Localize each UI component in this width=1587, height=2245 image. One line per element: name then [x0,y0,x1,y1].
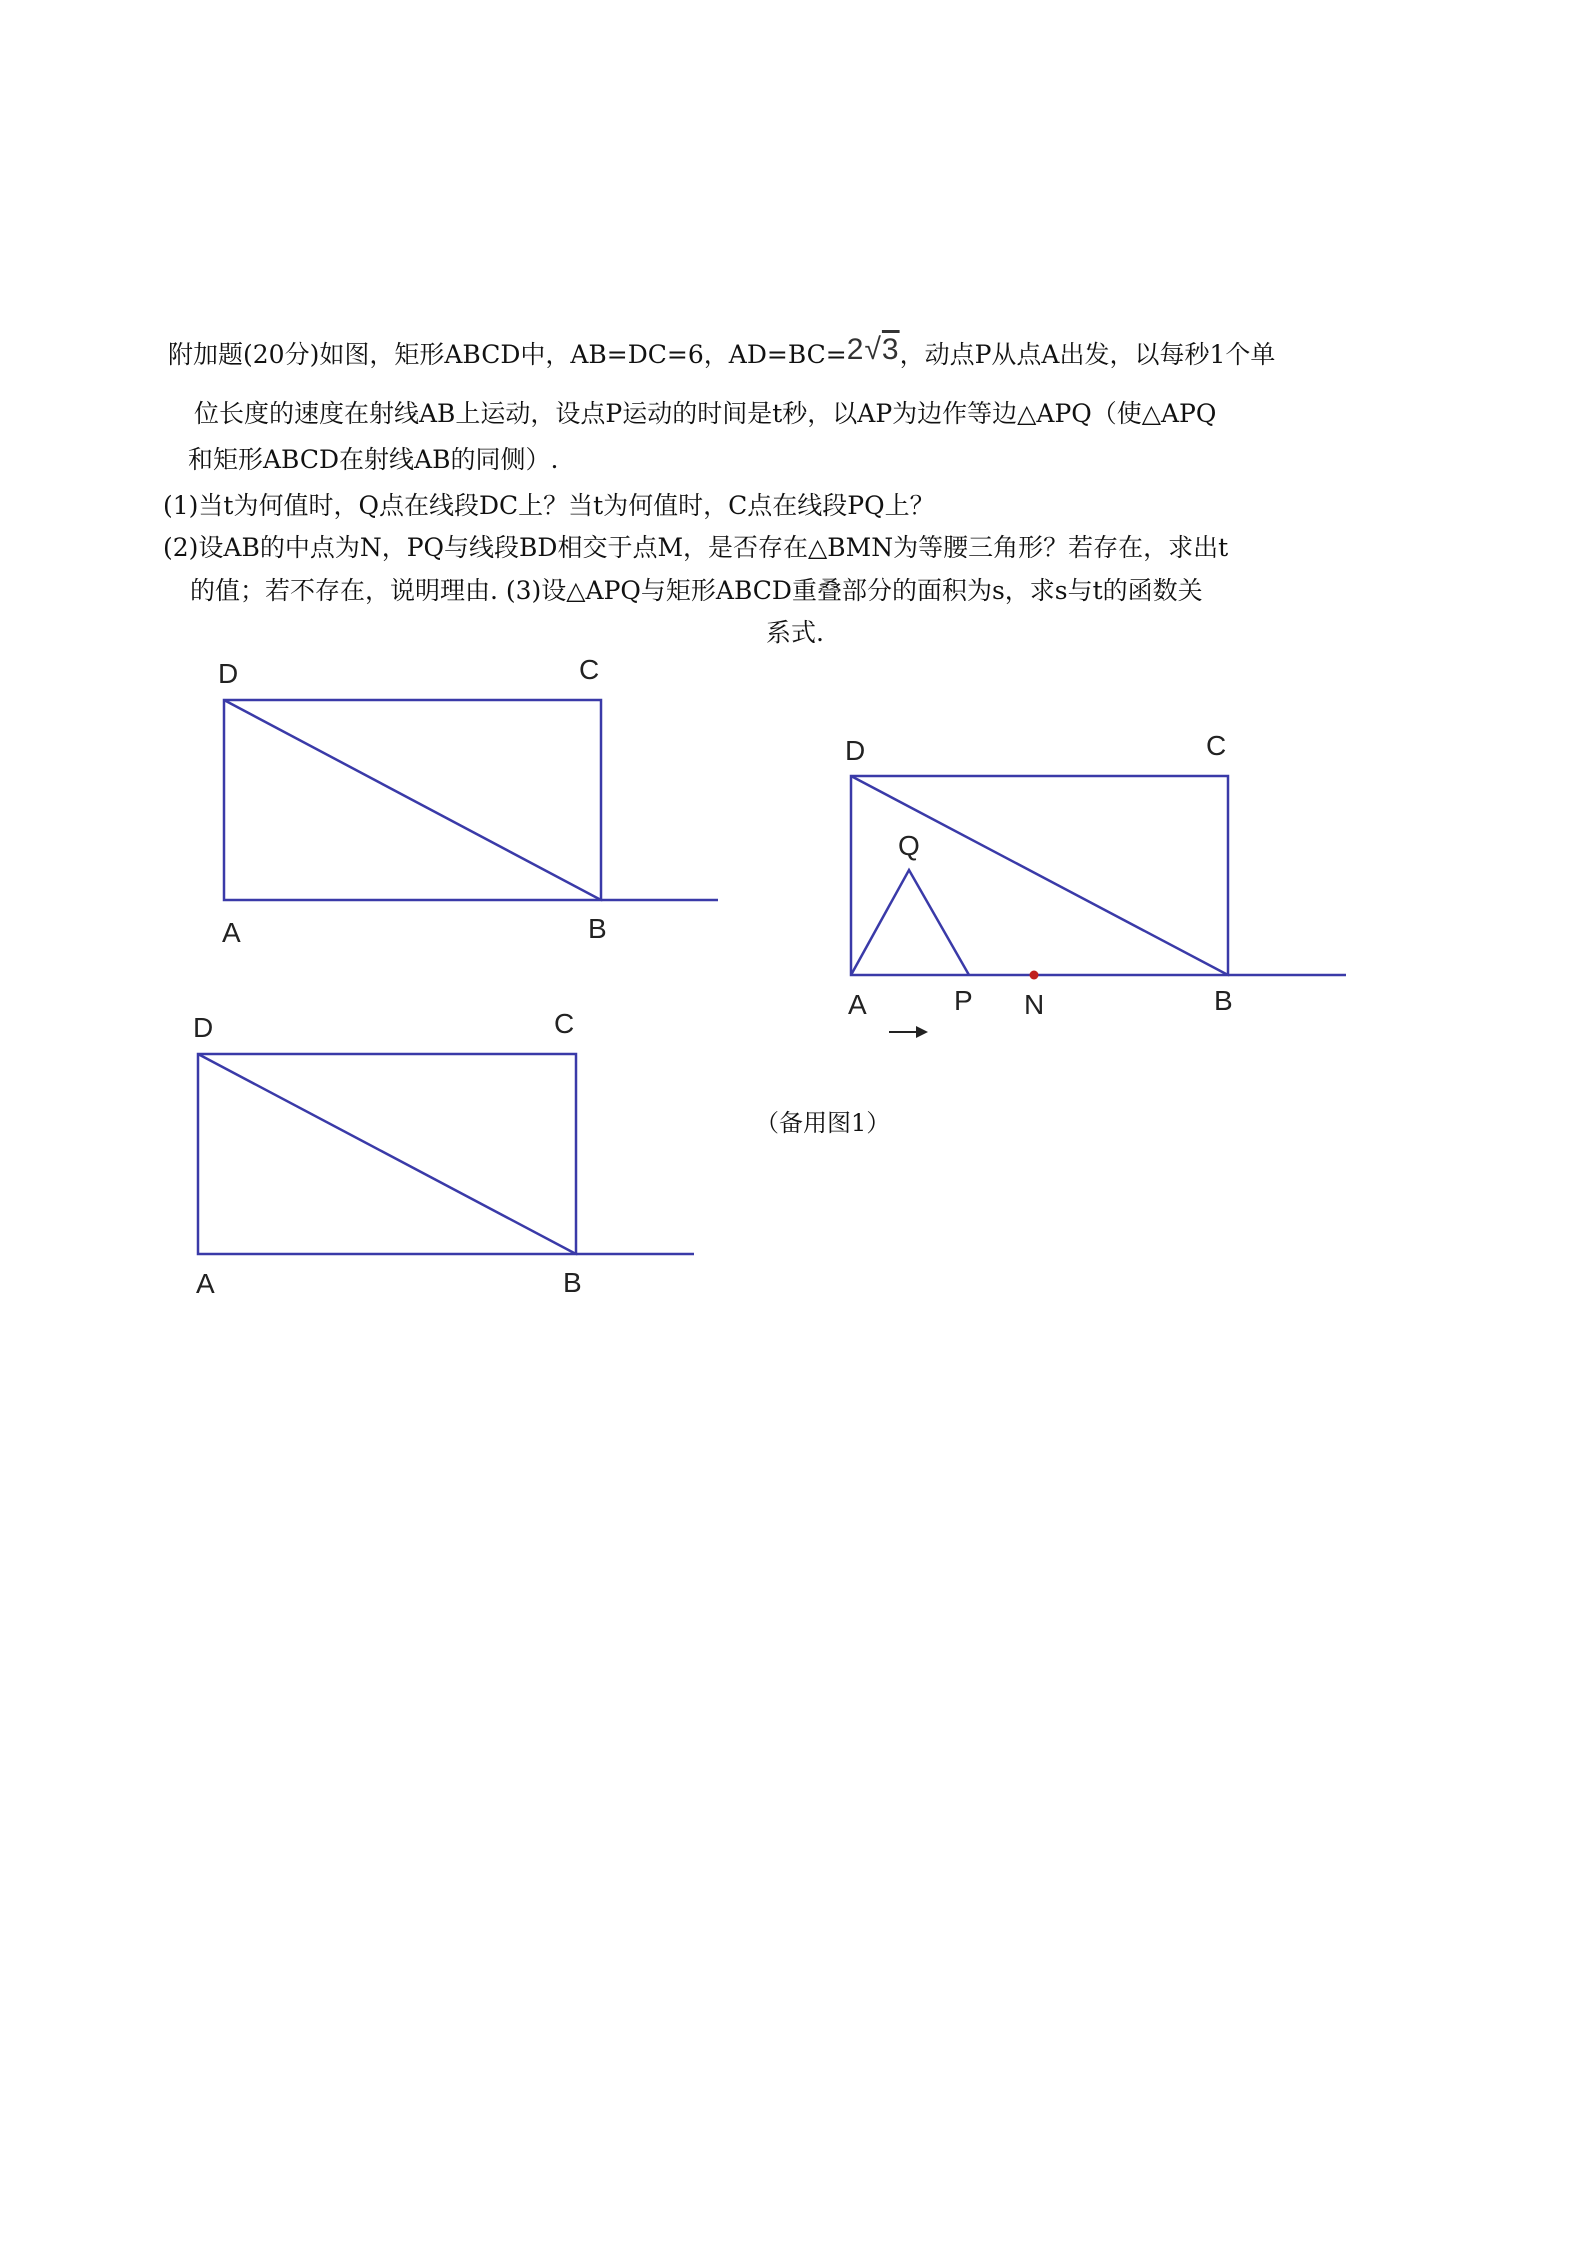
problem-line-3: 和矩形ABCD在射线AB的同侧）. [188,445,559,474]
figure-bottom-left [198,1054,694,1254]
question-2: (2)设AB的中点为N，PQ与线段BD相交于点M，是否存在△BMN为等腰三角形？若存在，求出t [163,533,1229,562]
problem-line-2: 位长度的速度在射线AB上运动，设点P运动的时间是t秒，以AP为边作等边△APQ（使△APQ [194,399,1217,428]
question-2-3-continued: 的值；若不存在，说明理由. (3)设△APQ与矩形ABCD重叠部分的面积为s，求s与t的函数关 [190,576,1203,605]
label-a-right: A [848,989,867,1020]
figure-caption: （备用图1） [755,1109,891,1137]
label-d-bottom: D [193,1012,214,1043]
sqrt-expression: 2√3 [846,333,900,366]
label-c-bottom: C [554,1008,575,1039]
triangle-apq [851,870,969,975]
label-c-right: C [1206,730,1227,761]
label-b-bottom: B [563,1267,582,1298]
problem-line-1-after: ，动点P从点A出发，以每秒1个单 [899,340,1276,369]
label-d: D [218,658,239,689]
label-c: C [579,654,600,685]
label-a: A [222,917,241,948]
label-a-bottom: A [196,1268,215,1299]
diagonal-bd-right [851,776,1228,975]
direction-arrow [889,1026,928,1038]
label-q-right: Q [898,830,920,861]
radical-root: 3 [881,333,900,366]
label-b-right: B [1214,985,1233,1016]
label-n-right: N [1024,989,1045,1020]
label-p-right: P [954,985,973,1016]
diagonal-bd-bottom [198,1054,576,1254]
figure-right [851,776,1346,975]
radical-coefficient: 2 [846,333,865,366]
question-1: (1)当t为何值时，Q点在线段DC上？当t为何值时，C点在线段PQ上？ [163,491,935,520]
label-b: B [588,913,607,944]
diagonal-bd [224,700,601,900]
label-d-right: D [845,735,866,766]
point-n [1030,971,1039,980]
question-3-continued: 系式. [766,618,824,647]
problem-line-1-before: 附加题(20分)如图，矩形ABCD中，AB=DC=6，AD=BC= [168,340,847,369]
